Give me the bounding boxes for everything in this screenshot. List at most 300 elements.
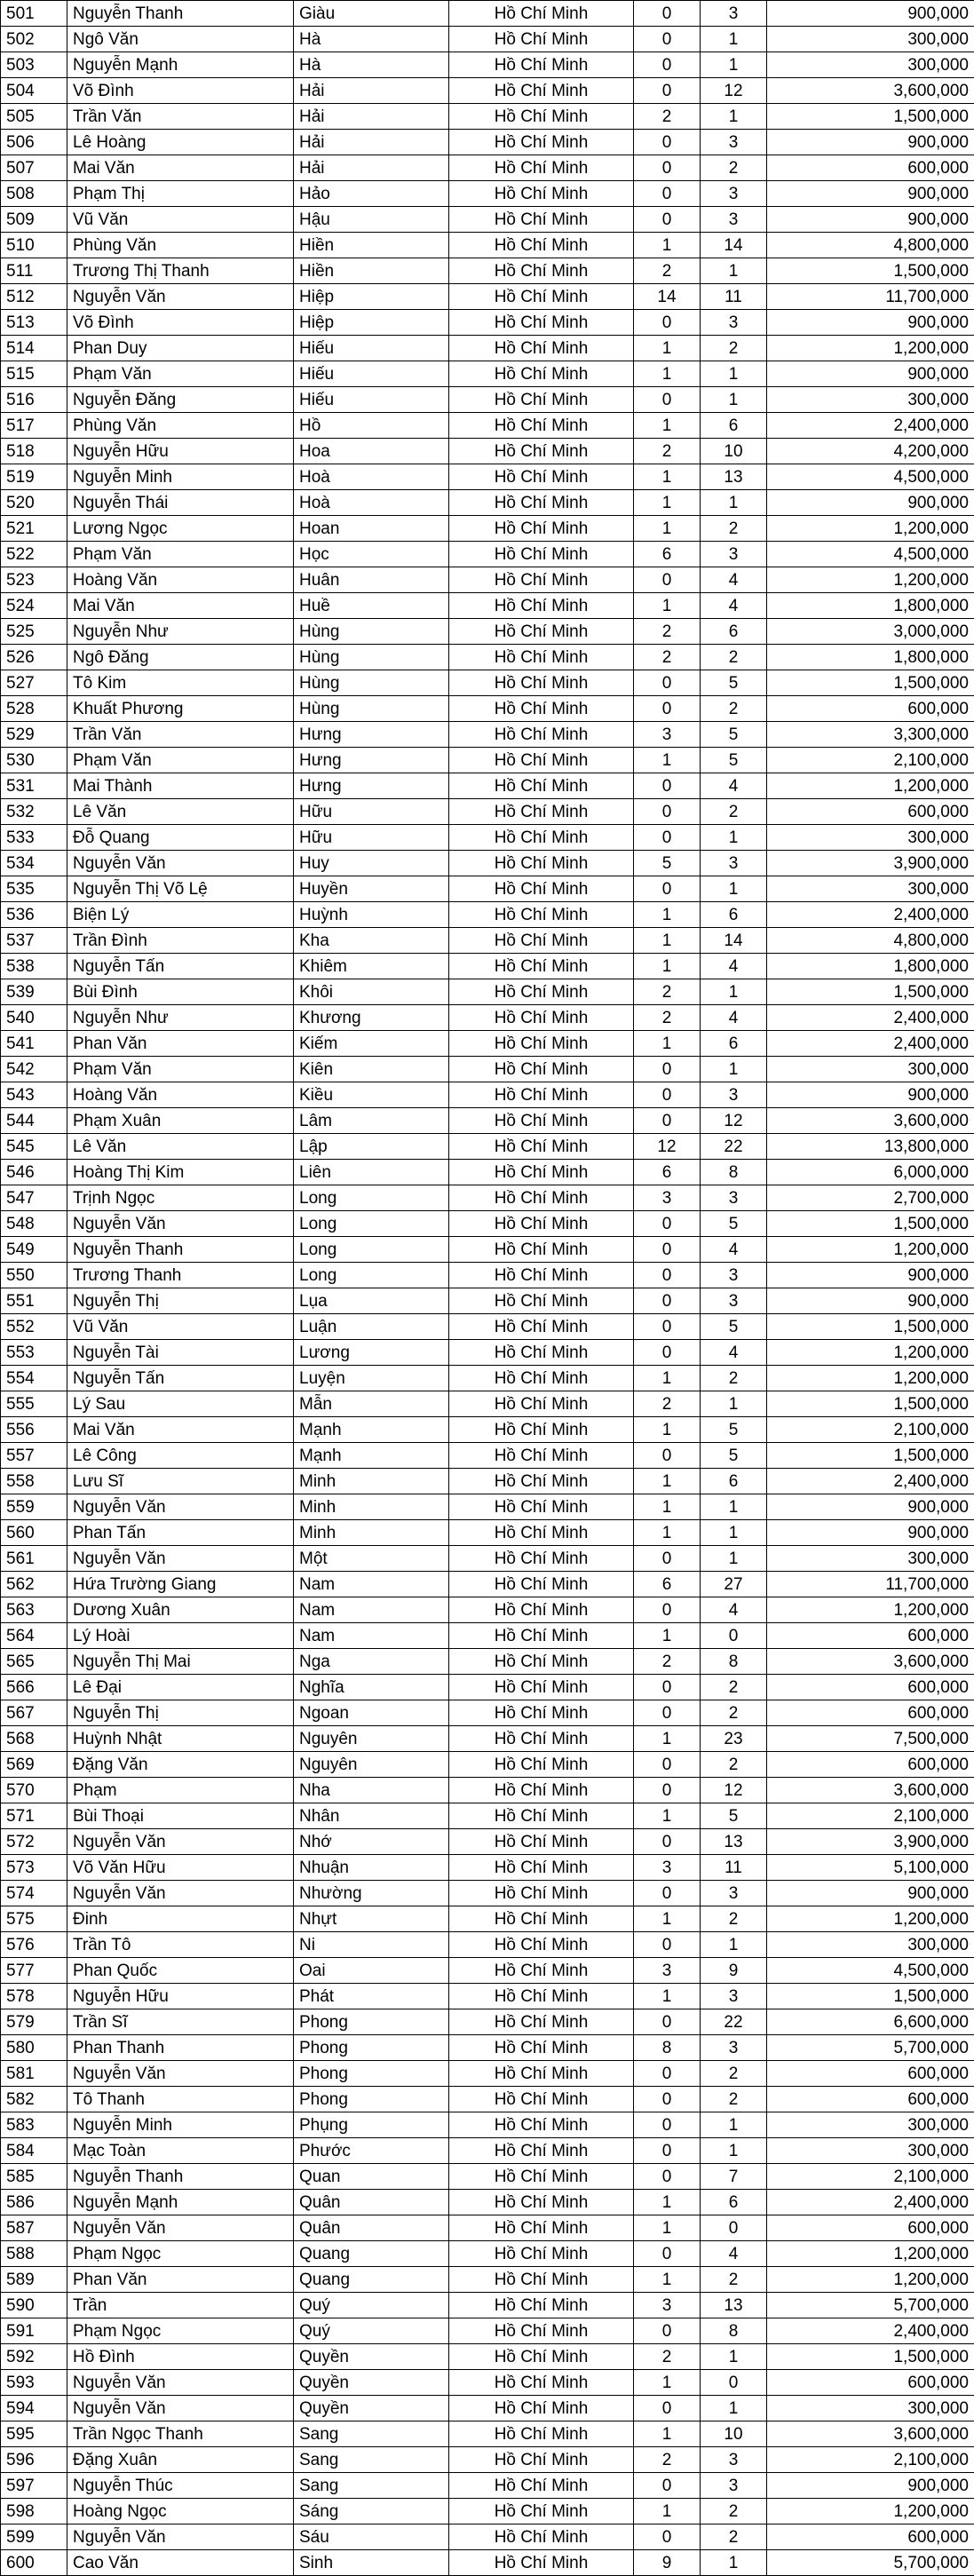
family-name-cell: Ngô Đăng (67, 645, 294, 670)
city-cell: Hồ Chí Minh (449, 1366, 634, 1391)
row-number-cell: 569 (1, 1752, 67, 1778)
amount-cell: 600,000 (767, 155, 974, 181)
table-row (1, 619, 974, 645)
given-name-cell: Sang (294, 2421, 449, 2447)
given-name-cell: Hiền (294, 233, 449, 258)
table-row (1, 1906, 974, 1932)
given-name-cell: Hữu (294, 799, 449, 825)
city-cell: Hồ Chí Minh (449, 387, 634, 413)
table-row (1, 2421, 974, 2447)
row-number-cell: 509 (1, 207, 67, 233)
family-name-cell: Võ Đình (67, 78, 294, 104)
city-cell: Hồ Chí Minh (449, 1726, 634, 1752)
given-name-cell: Ngoan (294, 1700, 449, 1726)
given-name-cell: Quang (294, 2267, 449, 2293)
row-number-cell: 577 (1, 1958, 67, 1984)
table-row (1, 1211, 974, 1237)
count-a-cell: 0 (634, 1829, 701, 1855)
city-cell: Hồ Chí Minh (449, 464, 634, 490)
given-name-cell: Nam (294, 1572, 449, 1597)
count-a-cell: 6 (634, 542, 701, 567)
family-name-cell: Hoàng Văn (67, 1082, 294, 1108)
count-a-cell: 0 (634, 773, 701, 799)
count-b-cell: 6 (701, 1469, 767, 1494)
row-number-cell: 595 (1, 2421, 67, 2447)
row-number-cell: 505 (1, 104, 67, 130)
count-b-cell: 12 (701, 1778, 767, 1803)
count-b-cell: 1 (701, 258, 767, 284)
city-cell: Hồ Chí Minh (449, 1829, 634, 1855)
table-row (1, 1546, 974, 1572)
table-row (1, 567, 974, 593)
row-number-cell: 531 (1, 773, 67, 799)
family-name-cell: Nguyễn Thanh (67, 2164, 294, 2190)
count-b-cell: 7 (701, 2164, 767, 2190)
row-number-cell: 574 (1, 1881, 67, 1906)
given-name-cell: Nga (294, 1649, 449, 1675)
family-name-cell: Vũ Văn (67, 1314, 294, 1340)
count-a-cell: 1 (634, 1906, 701, 1932)
city-cell: Hồ Chí Minh (449, 979, 634, 1005)
count-b-cell: 5 (701, 1803, 767, 1829)
table-row (1, 1366, 974, 1391)
count-a-cell: 1 (634, 954, 701, 979)
family-name-cell: Phan Văn (67, 2267, 294, 2293)
amount-cell: 2,400,000 (767, 1031, 974, 1057)
given-name-cell: Quý (294, 2293, 449, 2318)
count-b-cell: 1 (701, 2550, 767, 2576)
count-b-cell: 0 (701, 2215, 767, 2241)
amount-cell: 2,700,000 (767, 1185, 974, 1211)
family-name-cell: Nguyễn Văn (67, 1494, 294, 1520)
count-b-cell: 12 (701, 78, 767, 104)
city-cell: Hồ Chí Minh (449, 1494, 634, 1520)
count-a-cell: 1 (634, 1031, 701, 1057)
count-a-cell: 1 (634, 2421, 701, 2447)
row-number-cell: 566 (1, 1675, 67, 1700)
count-b-cell: 1 (701, 2112, 767, 2138)
count-a-cell: 0 (634, 2524, 701, 2550)
family-name-cell: Khuất Phương (67, 696, 294, 722)
city-cell: Hồ Chí Minh (449, 1958, 634, 1984)
amount-cell: 300,000 (767, 1546, 974, 1572)
count-a-cell: 0 (634, 1263, 701, 1288)
amount-cell: 900,000 (767, 1288, 974, 1314)
count-b-cell: 6 (701, 1031, 767, 1057)
table-row (1, 2190, 974, 2215)
row-number-cell: 599 (1, 2524, 67, 2550)
count-a-cell: 0 (634, 27, 701, 52)
count-b-cell: 1 (701, 1546, 767, 1572)
row-number-cell: 540 (1, 1005, 67, 1031)
row-number-cell: 527 (1, 670, 67, 696)
row-number-cell: 579 (1, 2009, 67, 2035)
count-b-cell: 2 (701, 2499, 767, 2524)
city-cell: Hồ Chí Minh (449, 1340, 634, 1366)
count-a-cell: 0 (634, 1546, 701, 1572)
row-number-cell: 503 (1, 52, 67, 78)
given-name-cell: Phong (294, 2087, 449, 2112)
city-cell: Hồ Chí Minh (449, 902, 634, 928)
count-b-cell: 14 (701, 233, 767, 258)
family-name-cell: Lê Văn (67, 799, 294, 825)
row-number-cell: 511 (1, 258, 67, 284)
amount-cell: 300,000 (767, 27, 974, 52)
city-cell: Hồ Chí Minh (449, 2499, 634, 2524)
row-number-cell: 502 (1, 27, 67, 52)
amount-cell: 2,100,000 (767, 748, 974, 773)
amount-cell: 1,200,000 (767, 773, 974, 799)
family-name-cell: Phan Thanh (67, 2035, 294, 2061)
family-name-cell: Lưu Sĩ (67, 1469, 294, 1494)
table-row (1, 2447, 974, 2473)
family-name-cell: Phan Duy (67, 336, 294, 361)
table-row (1, 1134, 974, 1160)
count-b-cell: 6 (701, 619, 767, 645)
given-name-cell: Kha (294, 928, 449, 954)
city-cell: Hồ Chí Minh (449, 1469, 634, 1494)
city-cell: Hồ Chí Minh (449, 2396, 634, 2421)
city-cell: Hồ Chí Minh (449, 1572, 634, 1597)
count-a-cell: 0 (634, 1108, 701, 1134)
amount-cell: 900,000 (767, 310, 974, 336)
city-cell: Hồ Chí Minh (449, 1160, 634, 1185)
count-b-cell: 3 (701, 542, 767, 567)
given-name-cell: Quân (294, 2215, 449, 2241)
count-b-cell: 9 (701, 1958, 767, 1984)
given-name-cell: Hùng (294, 696, 449, 722)
count-b-cell: 0 (701, 1623, 767, 1649)
city-cell: Hồ Chí Minh (449, 593, 634, 619)
count-b-cell: 5 (701, 748, 767, 773)
amount-cell: 1,500,000 (767, 979, 974, 1005)
count-b-cell: 22 (701, 2009, 767, 2035)
row-number-cell: 563 (1, 1597, 67, 1623)
row-number-cell: 543 (1, 1082, 67, 1108)
table-row (1, 1984, 974, 2009)
family-name-cell: Lê Công (67, 1443, 294, 1469)
row-number-cell: 507 (1, 155, 67, 181)
row-number-cell: 592 (1, 2344, 67, 2370)
city-cell: Hồ Chí Minh (449, 1546, 634, 1572)
count-a-cell: 3 (634, 1855, 701, 1881)
count-a-cell: 0 (634, 207, 701, 233)
amount-cell: 600,000 (767, 696, 974, 722)
table-row (1, 2215, 974, 2241)
count-b-cell: 13 (701, 1829, 767, 1855)
city-cell: Hồ Chí Minh (449, 2138, 634, 2164)
table-row (1, 1829, 974, 1855)
table-row (1, 2035, 974, 2061)
amount-cell: 900,000 (767, 1, 974, 27)
row-number-cell: 535 (1, 876, 67, 902)
count-b-cell: 3 (701, 1881, 767, 1906)
count-a-cell: 0 (634, 78, 701, 104)
count-b-cell: 11 (701, 284, 767, 310)
count-a-cell: 0 (634, 1597, 701, 1623)
city-cell: Hồ Chí Minh (449, 516, 634, 542)
family-name-cell: Phạm Văn (67, 748, 294, 773)
city-cell: Hồ Chí Minh (449, 1778, 634, 1803)
family-name-cell: Phạm Ngọc (67, 2318, 294, 2344)
count-b-cell: 10 (701, 439, 767, 464)
city-cell: Hồ Chí Minh (449, 2087, 634, 2112)
family-name-cell: Nguyễn Minh (67, 464, 294, 490)
city-cell: Hồ Chí Minh (449, 2215, 634, 2241)
count-b-cell: 1 (701, 825, 767, 851)
city-cell: Hồ Chí Minh (449, 2318, 634, 2344)
city-cell: Hồ Chí Minh (449, 851, 634, 876)
count-b-cell: 4 (701, 567, 767, 593)
count-a-cell: 0 (634, 1932, 701, 1958)
given-name-cell: Quý (294, 2318, 449, 2344)
count-a-cell: 1 (634, 516, 701, 542)
count-a-cell: 0 (634, 799, 701, 825)
row-number-cell: 585 (1, 2164, 67, 2190)
given-name-cell: Hiếu (294, 361, 449, 387)
family-name-cell: Nguyễn Tài (67, 1340, 294, 1366)
amount-cell: 4,500,000 (767, 542, 974, 567)
family-name-cell: Mai Văn (67, 593, 294, 619)
given-name-cell: Hải (294, 78, 449, 104)
given-name-cell: Hoa (294, 439, 449, 464)
amount-cell: 600,000 (767, 2370, 974, 2396)
table-body (1, 1, 974, 2576)
family-name-cell: Nguyễn Hữu (67, 439, 294, 464)
table-row (1, 1417, 974, 1443)
city-cell: Hồ Chí Minh (449, 27, 634, 52)
family-name-cell: Mai Văn (67, 1417, 294, 1443)
family-name-cell: Nguyễn Văn (67, 2524, 294, 2550)
given-name-cell: Long (294, 1263, 449, 1288)
city-cell: Hồ Chí Minh (449, 2550, 634, 2576)
table-row (1, 78, 974, 104)
table-row (1, 1752, 974, 1778)
count-a-cell: 9 (634, 2550, 701, 2576)
family-name-cell: Tô Thanh (67, 2087, 294, 2112)
family-name-cell: Trần Văn (67, 722, 294, 748)
amount-cell: 2,400,000 (767, 413, 974, 439)
given-name-cell: Hưng (294, 773, 449, 799)
count-a-cell: 0 (634, 1, 701, 27)
count-a-cell: 1 (634, 1803, 701, 1829)
count-b-cell: 3 (701, 1185, 767, 1211)
amount-cell: 1,200,000 (767, 1906, 974, 1932)
amount-cell: 900,000 (767, 2473, 974, 2499)
amount-cell: 2,400,000 (767, 902, 974, 928)
row-number-cell: 516 (1, 387, 67, 413)
row-number-cell: 582 (1, 2087, 67, 2112)
table-row (1, 876, 974, 902)
family-name-cell: Nguyễn Văn (67, 1211, 294, 1237)
city-cell: Hồ Chí Minh (449, 181, 634, 207)
amount-cell: 1,200,000 (767, 1366, 974, 1391)
table-row (1, 1623, 974, 1649)
given-name-cell: Sang (294, 2447, 449, 2473)
family-name-cell: Mai Văn (67, 155, 294, 181)
row-number-cell: 546 (1, 1160, 67, 1185)
amount-cell: 3,900,000 (767, 851, 974, 876)
amount-cell: 300,000 (767, 52, 974, 78)
family-name-cell: Trương Thanh (67, 1263, 294, 1288)
count-b-cell: 22 (701, 1134, 767, 1160)
family-name-cell: Huỳnh Nhật (67, 1726, 294, 1752)
row-number-cell: 528 (1, 696, 67, 722)
count-b-cell: 1 (701, 27, 767, 52)
table-row (1, 439, 974, 464)
row-number-cell: 575 (1, 1906, 67, 1932)
count-a-cell: 0 (634, 1778, 701, 1803)
count-b-cell: 1 (701, 387, 767, 413)
table-row (1, 2009, 974, 2035)
count-b-cell: 1 (701, 876, 767, 902)
count-a-cell: 1 (634, 2370, 701, 2396)
family-name-cell: Ngô Văn (67, 27, 294, 52)
given-name-cell: Kiều (294, 1082, 449, 1108)
city-cell: Hồ Chí Minh (449, 439, 634, 464)
table-row (1, 1340, 974, 1366)
count-b-cell: 2 (701, 1752, 767, 1778)
family-name-cell: Trịnh Ngọc (67, 1185, 294, 1211)
city-cell: Hồ Chí Minh (449, 1752, 634, 1778)
table-row (1, 1, 974, 27)
table-row (1, 2344, 974, 2370)
given-name-cell: Sinh (294, 2550, 449, 2576)
city-cell: Hồ Chí Minh (449, 104, 634, 130)
amount-cell: 600,000 (767, 2061, 974, 2087)
table-row (1, 1314, 974, 1340)
given-name-cell: Hải (294, 155, 449, 181)
amount-cell: 600,000 (767, 1623, 974, 1649)
table-row (1, 928, 974, 954)
family-name-cell: Hoàng Văn (67, 567, 294, 593)
city-cell: Hồ Chí Minh (449, 2009, 634, 2035)
amount-cell: 4,800,000 (767, 928, 974, 954)
row-number-cell: 578 (1, 1984, 67, 2009)
given-name-cell: Hiền (294, 258, 449, 284)
city-cell: Hồ Chí Minh (449, 336, 634, 361)
count-a-cell: 0 (634, 130, 701, 155)
amount-cell: 600,000 (767, 1700, 974, 1726)
family-name-cell: Mạc Toàn (67, 2138, 294, 2164)
city-cell: Hồ Chí Minh (449, 52, 634, 78)
row-number-cell: 551 (1, 1288, 67, 1314)
row-number-cell: 590 (1, 2293, 67, 2318)
city-cell: Hồ Chí Minh (449, 1031, 634, 1057)
family-name-cell: Nguyễn Văn (67, 1829, 294, 1855)
row-number-cell: 532 (1, 799, 67, 825)
amount-cell: 4,500,000 (767, 1958, 974, 1984)
given-name-cell: Luyện (294, 1366, 449, 1391)
count-b-cell: 2 (701, 2087, 767, 2112)
table-row (1, 1778, 974, 1803)
count-a-cell: 1 (634, 928, 701, 954)
row-number-cell: 600 (1, 2550, 67, 2576)
count-a-cell: 0 (634, 2061, 701, 2087)
count-b-cell: 1 (701, 52, 767, 78)
city-cell: Hồ Chí Minh (449, 1881, 634, 1906)
count-a-cell: 0 (634, 825, 701, 851)
city-cell: Hồ Chí Minh (449, 825, 634, 851)
given-name-cell: Hưng (294, 722, 449, 748)
row-number-cell: 549 (1, 1237, 67, 1263)
table-row (1, 799, 974, 825)
table-row (1, 2241, 974, 2267)
given-name-cell: Hiếu (294, 336, 449, 361)
city-cell: Hồ Chí Minh (449, 258, 634, 284)
count-a-cell: 2 (634, 439, 701, 464)
row-number-cell: 519 (1, 464, 67, 490)
family-name-cell: Trần Văn (67, 104, 294, 130)
amount-cell: 3,600,000 (767, 1778, 974, 1803)
count-b-cell: 4 (701, 954, 767, 979)
given-name-cell: Luận (294, 1314, 449, 1340)
family-name-cell: Phan Văn (67, 1031, 294, 1057)
family-name-cell: Nguyễn Như (67, 619, 294, 645)
given-name-cell: Hiệp (294, 310, 449, 336)
table-row (1, 748, 974, 773)
family-name-cell: Lê Văn (67, 1134, 294, 1160)
city-cell: Hồ Chí Minh (449, 1597, 634, 1623)
table-row (1, 1263, 974, 1288)
row-number-cell: 536 (1, 902, 67, 928)
row-number-cell: 560 (1, 1520, 67, 1546)
row-number-cell: 588 (1, 2241, 67, 2267)
row-number-cell: 520 (1, 490, 67, 516)
given-name-cell: Học (294, 542, 449, 567)
given-name-cell: Ni (294, 1932, 449, 1958)
table-row (1, 1108, 974, 1134)
table-row (1, 1855, 974, 1881)
count-a-cell: 0 (634, 1314, 701, 1340)
table-row (1, 593, 974, 619)
amount-cell: 2,100,000 (767, 2164, 974, 2190)
given-name-cell: Quyền (294, 2344, 449, 2370)
count-b-cell: 3 (701, 851, 767, 876)
family-name-cell: Đỗ Quang (67, 825, 294, 851)
amount-cell: 2,100,000 (767, 1803, 974, 1829)
row-number-cell: 513 (1, 310, 67, 336)
table-row (1, 2087, 974, 2112)
amount-cell: 600,000 (767, 799, 974, 825)
given-name-cell: Phong (294, 2061, 449, 2087)
count-b-cell: 5 (701, 1417, 767, 1443)
row-number-cell: 508 (1, 181, 67, 207)
count-a-cell: 3 (634, 2293, 701, 2318)
family-name-cell: Võ Văn Hữu (67, 1855, 294, 1881)
row-number-cell: 557 (1, 1443, 67, 1469)
count-a-cell: 3 (634, 1958, 701, 1984)
city-cell: Hồ Chí Minh (449, 2473, 634, 2499)
table-row (1, 1082, 974, 1108)
given-name-cell: Quang (294, 2241, 449, 2267)
family-name-cell: Trương Thị Thanh (67, 258, 294, 284)
table-row (1, 851, 974, 876)
table-row (1, 1675, 974, 1700)
count-a-cell: 0 (634, 1288, 701, 1314)
count-a-cell: 0 (634, 1752, 701, 1778)
given-name-cell: Quân (294, 2190, 449, 2215)
row-number-cell: 558 (1, 1469, 67, 1494)
table-row (1, 1494, 974, 1520)
table-row (1, 825, 974, 851)
row-number-cell: 591 (1, 2318, 67, 2344)
given-name-cell: Hiếu (294, 387, 449, 413)
given-name-cell: Huề (294, 593, 449, 619)
row-number-cell: 598 (1, 2499, 67, 2524)
row-number-cell: 522 (1, 542, 67, 567)
city-cell: Hồ Chí Minh (449, 2524, 634, 2550)
